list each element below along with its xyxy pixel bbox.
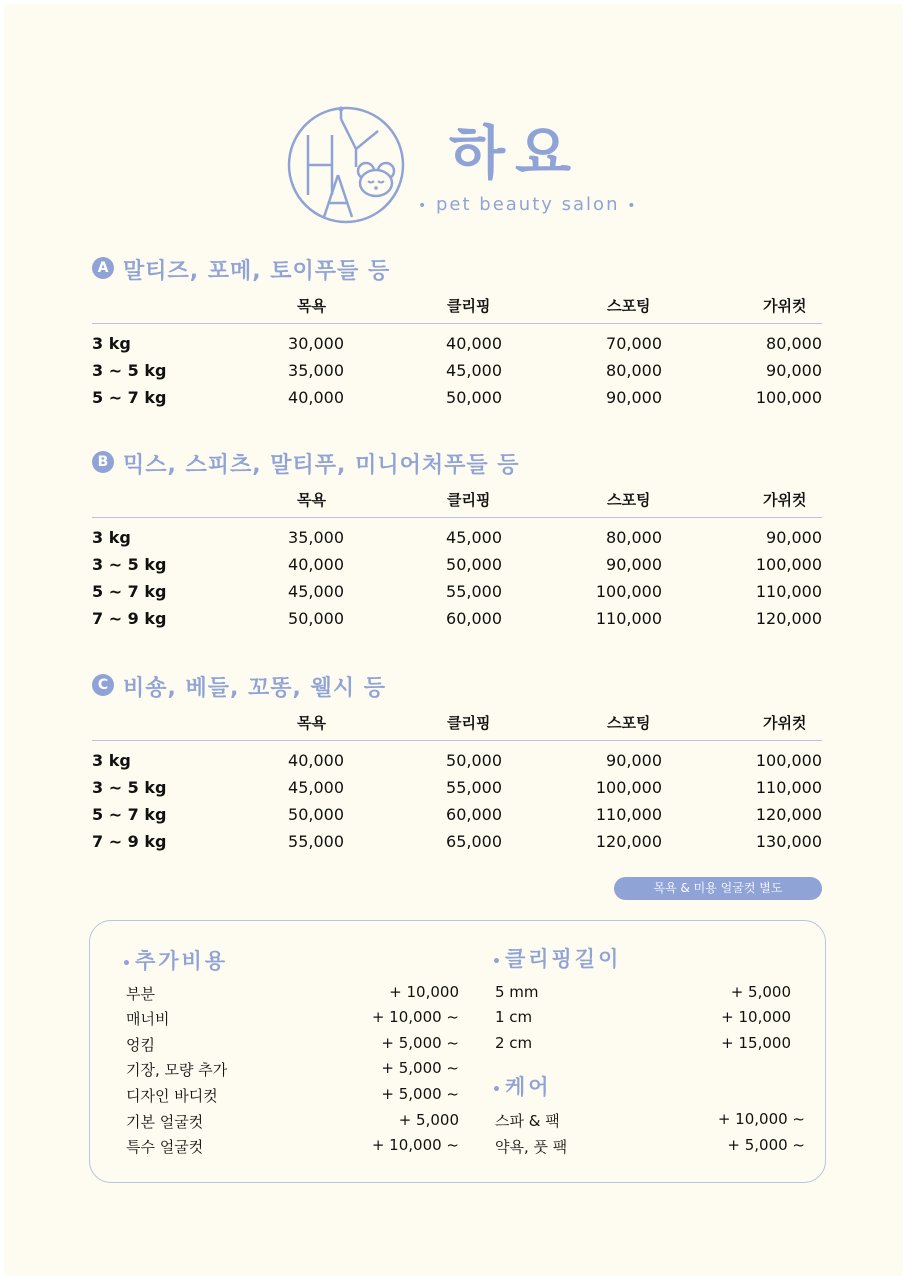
table-row: 3 kg 40,000 50,000 90,000 100,000	[92, 751, 822, 770]
col-header-clipping: 클리핑	[447, 491, 491, 509]
list-item: 약욕, 풋 팩 + 5,000 ~	[495, 1136, 805, 1156]
col-header-scissor: 가위컷	[763, 491, 807, 509]
list-item: 기본 얼굴컷 + 5,000	[126, 1111, 459, 1131]
table-row: 5 ~ 7 kg 50,000 60,000 110,000 120,000	[92, 805, 822, 824]
section-badge: C	[92, 674, 114, 696]
price-menu-page	[4, 4, 903, 1276]
col-header-scissor: 가위컷	[763, 714, 807, 732]
col-header-scissor: 가위컷	[763, 297, 807, 315]
list-item: 특수 얼굴컷 + 10,000 ~	[126, 1136, 459, 1156]
col-header-sporting: 스포팅	[607, 714, 651, 732]
section-header	[92, 672, 822, 702]
col-header-bath: 목욕	[297, 491, 326, 509]
section-title: 비숑, 베들, 꼬똥, 웰시 등	[123, 676, 386, 701]
section-title: 말티즈, 포메, 토이푸들 등	[123, 259, 391, 284]
price-table	[92, 518, 822, 636]
table-row: 3 kg 30,000 40,000 70,000 80,000	[92, 334, 822, 353]
table-row: 3 kg 35,000 45,000 80,000 90,000	[92, 528, 822, 547]
price-table	[92, 324, 822, 415]
table-row: 5 ~ 7 kg 45,000 55,000 100,000 110,000	[92, 582, 822, 601]
section-title: 믹스, 스피츠, 말티푸, 미니어처푸들 등	[123, 453, 520, 478]
section-b	[92, 449, 822, 636]
list-item: 매너비 + 10,000 ~	[126, 1008, 459, 1028]
list-item: 5 mm + 5,000	[495, 983, 791, 1001]
list-item: 엉킴 + 5,000 ~	[126, 1034, 459, 1054]
brand-logo	[286, 105, 406, 225]
list-item: 부분 + 10,000	[126, 983, 459, 1003]
list-item: 기장, 모량 추가 + 5,000 ~	[126, 1059, 459, 1079]
note-badge: 목욕 & 미용 얼굴컷 별도	[614, 877, 822, 900]
care-title: •케어	[492, 1075, 552, 1099]
price-table	[92, 741, 822, 859]
table-row: 7 ~ 9 kg 55,000 65,000 120,000 130,000	[92, 832, 822, 851]
table-row: 5 ~ 7 kg 40,000 50,000 90,000 100,000	[92, 388, 822, 407]
section-c	[92, 672, 822, 859]
col-header-bath: 목욕	[297, 714, 326, 732]
table-row: 3 ~ 5 kg 45,000 55,000 100,000 110,000	[92, 778, 822, 797]
section-badge: A	[92, 257, 114, 279]
col-header-clipping: 클리핑	[447, 714, 491, 732]
extras-title: •추가비용	[122, 949, 229, 973]
clipping-title: •클리핑길이	[492, 947, 622, 971]
section-a	[92, 255, 822, 415]
list-item: 2 cm + 15,000	[495, 1034, 791, 1052]
table-header	[92, 485, 822, 511]
list-item: 스파 & 팩 + 10,000 ~	[495, 1110, 805, 1130]
col-header-clipping: 클리핑	[447, 297, 491, 315]
col-header-sporting: 스포팅	[607, 297, 651, 315]
section-header	[92, 449, 822, 479]
table-row: 7 ~ 9 kg 50,000 60,000 110,000 120,000	[92, 609, 822, 628]
list-item: 1 cm + 10,000	[495, 1008, 791, 1026]
list-item: 디자인 바디컷 + 5,000 ~	[126, 1085, 459, 1105]
col-header-sporting: 스포팅	[607, 491, 651, 509]
brand-tagline: • pet beauty salon •	[418, 194, 638, 215]
section-badge: B	[92, 451, 114, 473]
table-header	[92, 708, 822, 734]
additional-costs-box	[89, 920, 826, 1183]
col-header-bath: 목욕	[297, 297, 326, 315]
table-row: 3 ~ 5 kg 40,000 50,000 90,000 100,000	[92, 555, 822, 574]
table-header	[92, 291, 822, 317]
table-row: 3 ~ 5 kg 35,000 45,000 80,000 90,000	[92, 361, 822, 380]
section-header	[92, 255, 822, 285]
brand-name: 하요	[449, 119, 582, 187]
